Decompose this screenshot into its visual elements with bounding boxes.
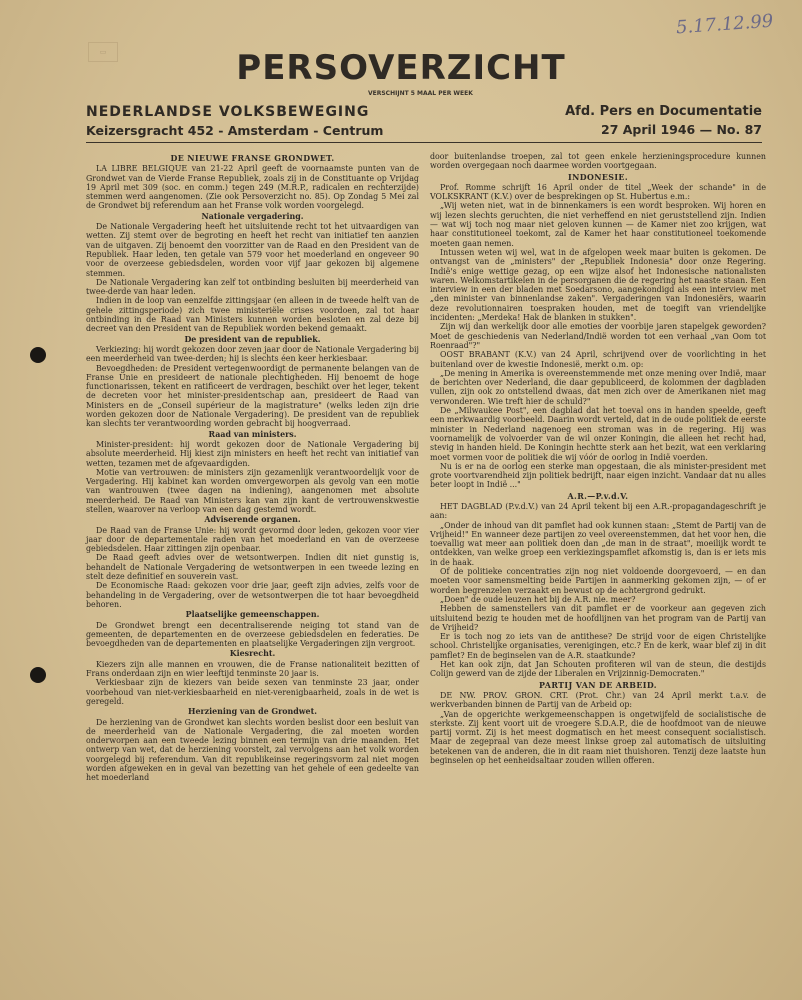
subsection-heading: Plaatselijke gemeenschappen. [185, 610, 320, 620]
article-paragraph: „Wij weten niet, wat in de binnenkamers is een wordt besproken. Wij horen en wij lezen slechts geruchten, die niet verheffend en niet geruststellend zijn. Indien — wat wij toch nog maar niet geloven kunnen — de Kamer niet zoo krijgen, wat haar constitutioneel toekomt, zal de Kamer het haar constitutioneel toekomende moeten gaan nemen. [430, 201, 766, 248]
section-heading: PARTIJ VAN DE ARBEID. [539, 680, 657, 690]
article-paragraph: De Grondwet brengt een decentraliserende neiging tot stand van de gemeenten, de departementen en de overzeese gebiedsdelen en federaties. De bevoegdheden van de departementen en plaatselijke Vergaderingen zijn vergroot. [86, 620, 419, 649]
section-heading: A.R.—P.v.d.V. [567, 491, 629, 501]
article-paragraph: Of de politieke concentraties zijn nog niet voldoende doorgevoerd, — en dan moeten voor samensmelting beide Partijen in aanmerking gekomen zijn, — of er worden begrenzelen verzaakt en bewust op de achtergrond gedrukt. [430, 567, 766, 595]
article-paragraph: Zijn wij dan werkelijk door alle emoties der voorbije jaren stapelgek geworden? Moet de geschiedenis van Nederland/Indië worden tot een verhaal „van Oom tot Roenraad"?" [430, 322, 766, 350]
article-paragraph: De Nationale Vergadering kan zelf tot ontbinding besluiten bij meerderheid van twee-derde van haar leden. [86, 277, 419, 297]
subsection-heading: Herziening van de Grondwet. [188, 707, 317, 717]
article-paragraph: door buitenlandse troepen, zal tot geen enkele herzieningsprocedure kunnen worden overgegaan noch daarmee worden voortgegaan. [430, 152, 766, 171]
article-paragraph: Het kan ook zijn, dat Jan Schouten profiteren wil van de steun, die destijds Colijn gewerd van de zijde der Liberalen en Vrijzinnig-Democraten." [430, 660, 766, 679]
article-paragraph: De Raad van de Franse Unie: hij wordt gevormd door leden, gekozen voor vier jaar door de departementale raden van het moederland en van de overzeese gebiedsdelen. Haar zittingen zijn openbaar. [86, 525, 419, 554]
article-paragraph: Nu is er na de oorlog een sterke man opgestaan, die als minister-president met grote voortvarendheid zijn politiek bedrijft, naar eigen inzicht. Vandaar dat nu alles beter loopt in Indië ..." [430, 461, 766, 490]
department-name: Afd. Pers en Documentatie [565, 104, 762, 119]
subsection-heading: Nationale vergadering. [201, 211, 304, 221]
article-paragraph: OOST BRABANT (K.V.) van 24 April, schrijvend over de voorlichting in het buitenland over de kwestie Indonesië, merkt o.m. op: [430, 350, 766, 369]
issue-block [565, 104, 762, 137]
article-paragraph: DE NW. PROV. GRON. CRT. (Prot. Chr.) van 24 April merkt t.a.v. de werkverbanden binnen de Partij van de Arbeid op: [430, 690, 766, 710]
article-paragraph: Hebben de samenstellers van dit pamflet er de voorkeur aan gegeven zich uitsluitend bezig te houden met de hoofdlijnen van het program van de Partij van de Vrijheid? [430, 604, 766, 632]
subsection-heading: De president van de republiek. [184, 334, 321, 344]
organisation-name: NEDERLANDSE VOLKSBEWEGING [86, 104, 370, 120]
article-paragraph: De Economische Raad: gekozen voor drie jaar, geeft zijn advies, zelfs voor de behandeling in de Vergadering, over de wetsontwerpen die tot haar bevoegdheid behoren. [86, 581, 419, 609]
article-paragraph: Kiezers zijn alle mannen en vrouwen, die de Franse nationaliteit bezitten of Frans onderdaan zijn en wier leeftijd tenminste 20 jaar is. [86, 659, 419, 679]
publisher-block [86, 104, 383, 138]
subsection-heading: Adviserende organen. [204, 515, 301, 525]
archive-stamp: ▭ [88, 42, 118, 62]
organisation-address: Keizersgracht 452 - Amsterdam - Centrum [86, 123, 384, 138]
article-paragraph: „Doen" de oude leuzen het bij de A.R. nie. meer? [440, 594, 636, 604]
issue-date-number: 27 April 1946 — No. 87 [601, 122, 762, 137]
article-paragraph: Minister-president: hij wordt gekozen door de Nationale Vergadering bij absolute meerderheid. Hij kiest zijn ministers en heeft het recht van initiatief van wetten, tezamen met de afgevaardigden. [86, 439, 419, 468]
article-paragraph: HET DAGBLAD (P.v.d.V.) van 24 April tekent bij een A.R.-propagandageschrift je aan: [430, 501, 766, 521]
article-paragraph: Intussen weten wij wel, wat in de afgelopen week maar buiten is gekomen. De ontvangst van de „ministers" der „Republiek Indonesia" door onze Regering. Indië's enige wettige gezag, op een wijze alsof het Indonesische nationalisten waren. Welkomstartikelen in de persorganen die de regering het naaste staan. Een interview in een der bladen met Soedarsono, aangekondigd als een interview met „den minister van binnenlandse zaken". Vergaderingen van Indonesiërs, waarin deze revolutionnairen toespraken houden, met de toegift van vriendelijke incidenten: „Merdeka! Hak de blanken in stukken". [430, 247, 766, 323]
section-heading: DE NIEUWE FRANSE GRONDWET. [170, 154, 335, 163]
punch-hole [30, 347, 46, 363]
handwritten-archive-number: 5.17.12.99 [675, 10, 774, 39]
article-paragraph: De herziening van de Grondwet kan slechts worden beslist door een besluit van de meerderheid van de Nationale Vergadering, die zal moeten worden onderworpen aan een tweede lezing binnen een termijn van drie maanden. Het ontwerp van wet, dat de herziening voorstelt, zal vervolgens aan het volk worden voorgelegd bij referendum. Van dit republikeinse regeringsvorm zal niet mogen worden afgeweken en in geval van bezetting van het gehele of een gedeelte van het moederland [86, 717, 419, 783]
punch-hole [30, 667, 46, 683]
article-paragraph: De Nationale Vergadering heeft het uitsluitende recht tot het uitvaardigen van wetten. Zij stemt over de begroting en heeft het recht van initiatief ten aanzien van de uitgaven. Zij benoemt den voorzitter van de Raad en den President van de Republiek. Haar leden, ten getale van 579 voor het moederland en ongeveer 90 voor de overzeese gebiedsdelen, worden voor vijf jaar gekozen bij algemene stemmen. [86, 222, 419, 278]
article-paragraph: De „Milwaukee Post", een dagblad dat het toeval ons in handen speelde, geeft een merkwaardig voorbeeld. Daarin wordt verteld, dat in de oude politiek de eerste minister in Nederland nagenoeg een stroman was in de regering. Hij was voornamelijk de volvoerder van de wil onzer Koningin, die alleen het recht had, stevig in handen hield. De Koningin hechtte sterk aan het bezit, wat een verklaring moet vormen voor de politiek die wij vóór de oorlog in Indië voerden. [430, 406, 766, 462]
article-paragraph: „De mening in Amerika is overeenstemmende met onze mening over Indië, maar de berichten over Nederland, die daar gepubliceerd, de kolommen der dagbladen vullen, zijn ook zo ontstellend dwaas, dat men zich over de Amerikanen niet mag verwonderen. Wie treft hier de schuld?" [430, 368, 766, 406]
article-paragraph: Indien in de loop van eenzelfde zittingsjaar (en alleen in de tweede helft van de gehele zittingsperiode) zich twee ministeriële crises voordoen, zal tot haar ontbinding in de Raad van Ministers kunnen worden besloten en zal deze bij decreet van den President van de Republiek worden bekend gemaakt. [86, 296, 419, 334]
left-column [86, 152, 419, 783]
right-column [430, 152, 766, 765]
subsection-heading: Raad van ministers. [208, 429, 297, 439]
article-paragraph: Er is toch nog zo iets van de antithese? De strijd voor de eigen Christelijke school. Christelijke organisaties, verenigingen, etc.? En de kerk, waar blef zij in dit pamflet? En de beginselen van de A.R. staatkunde? [430, 632, 766, 660]
article-paragraph: Prof. Romme schrijft 16 April onder de titel „Week der schande" in de VOLKSKRANT (K.V.) over de besprekingen op St. Hubertus e.m.: [430, 182, 766, 202]
page-title: PERSOVERZICHT [236, 48, 566, 88]
article-paragraph: „Onder de inhoud van dit pamflet had ook kunnen staan: „Stemt de Partij van de Vrijheid!" En wanneer deze partijen zo veel overeenstemmen, dat het voor hen, die toevallig wat meer aan politiek doen dan „de man in de straat", moeilijk wordt te ontdekken, van welke groep een verkiezingspamflet afkomstig is, dan is er iets mis in de haak. [430, 520, 766, 567]
article-paragraph: Verkiezing: hij wordt gekozen door zeven jaar door de Nationale Vergadering bij een meerderheid van twee-derden; hij is slechts éen keer herkiesbaar. [86, 344, 419, 364]
section-heading: INDONESIE. [568, 172, 628, 182]
article-paragraph: LA LIBRE BELGIQUE van 21-22 April geeft de voornaamste punten van de Grondwet van de Vierde Franse Republiek, zoals zij in de Constituante op Vrijdag 19 April met 309 (soc. en comm.) tegen 249 (M.R.P., radicalen en rechterzijde) stemmen werd aangenomen. (Zie ook Persoverzicht no. 85). Op Zondag 5 Mei zal de Grondwet bij referendum aan het Franse volk worden voorgelegd. [86, 164, 419, 211]
article-paragraph: „Van de opgerichte werkgemeenschappen is ongetwijfeld de socialistische de sterkste. Zij kent voort uit de vroegere S.D.A.P., die de hoofdmoot van de nieuwe partij vormt. Zij is het meest dogmatisch en het meest consequent socialistisch. Maar de zegepraal van deze meest linkse groep zal automatisch de uitsluiting betekenen van de anderen, die in dit raam niet thuishoren. Tenzij deze laatste hun beginselen op het eenheidsaltaar zouden willen offeren. [430, 709, 766, 765]
article-paragraph: Verkiesbaar zijn de kiezers van beide sexen van tenminste 23 jaar, onder voorbehoud van niet-verkiesbaarheid en niet-verenigbaarheid, zoals in de wet is geregeld. [86, 678, 419, 706]
article-paragraph: De Raad geeft advies over de wetsontwerpen. Indien dit niet gunstig is, behandelt de Nationale Vergadering de wetsontwerpen in een tweede lezing en stelt deze definitief en souverein vast. [86, 553, 419, 582]
article-paragraph: Motie van vertrouwen: de ministers zijn gezamenlijk verantwoordelijk voor de Vergadering. Hij kabinet kan worden omvergeworpen als gevolg van een motie van wantrouwen (twee dagen na indiening), aangenomen met absolute meerderheid. De Raad van Ministers kan van zijn kant de vertrouwenskwestie stellen, waarover na verloop van een dag gestemd wordt. [86, 467, 419, 514]
subsection-heading: Kiesrecht. [229, 649, 276, 659]
header-divider [86, 142, 762, 143]
publication-frequency: VERSCHIJNT 5 MAAL PER WEEK [368, 90, 473, 97]
article-paragraph: Bevoegdheden: de President vertegenwoordigt de permanente belangen van de Franse Unie en presideert de nationale plechtigheden. Hij benoemt de hoge functionarissen, tekent en ratificeert de verdragen, beschikt over het leger, tekent de decreten voor het minister-presidentschap aan, presideert de Raad van Ministers en de „Conseil supérieur de la magistrature" (welks leden zijn drie worden gekozen door de Nationale Vergadering). De president van de republiek kan slechts ter verantwoording worden gebracht bij hoogverraad. [86, 363, 419, 429]
